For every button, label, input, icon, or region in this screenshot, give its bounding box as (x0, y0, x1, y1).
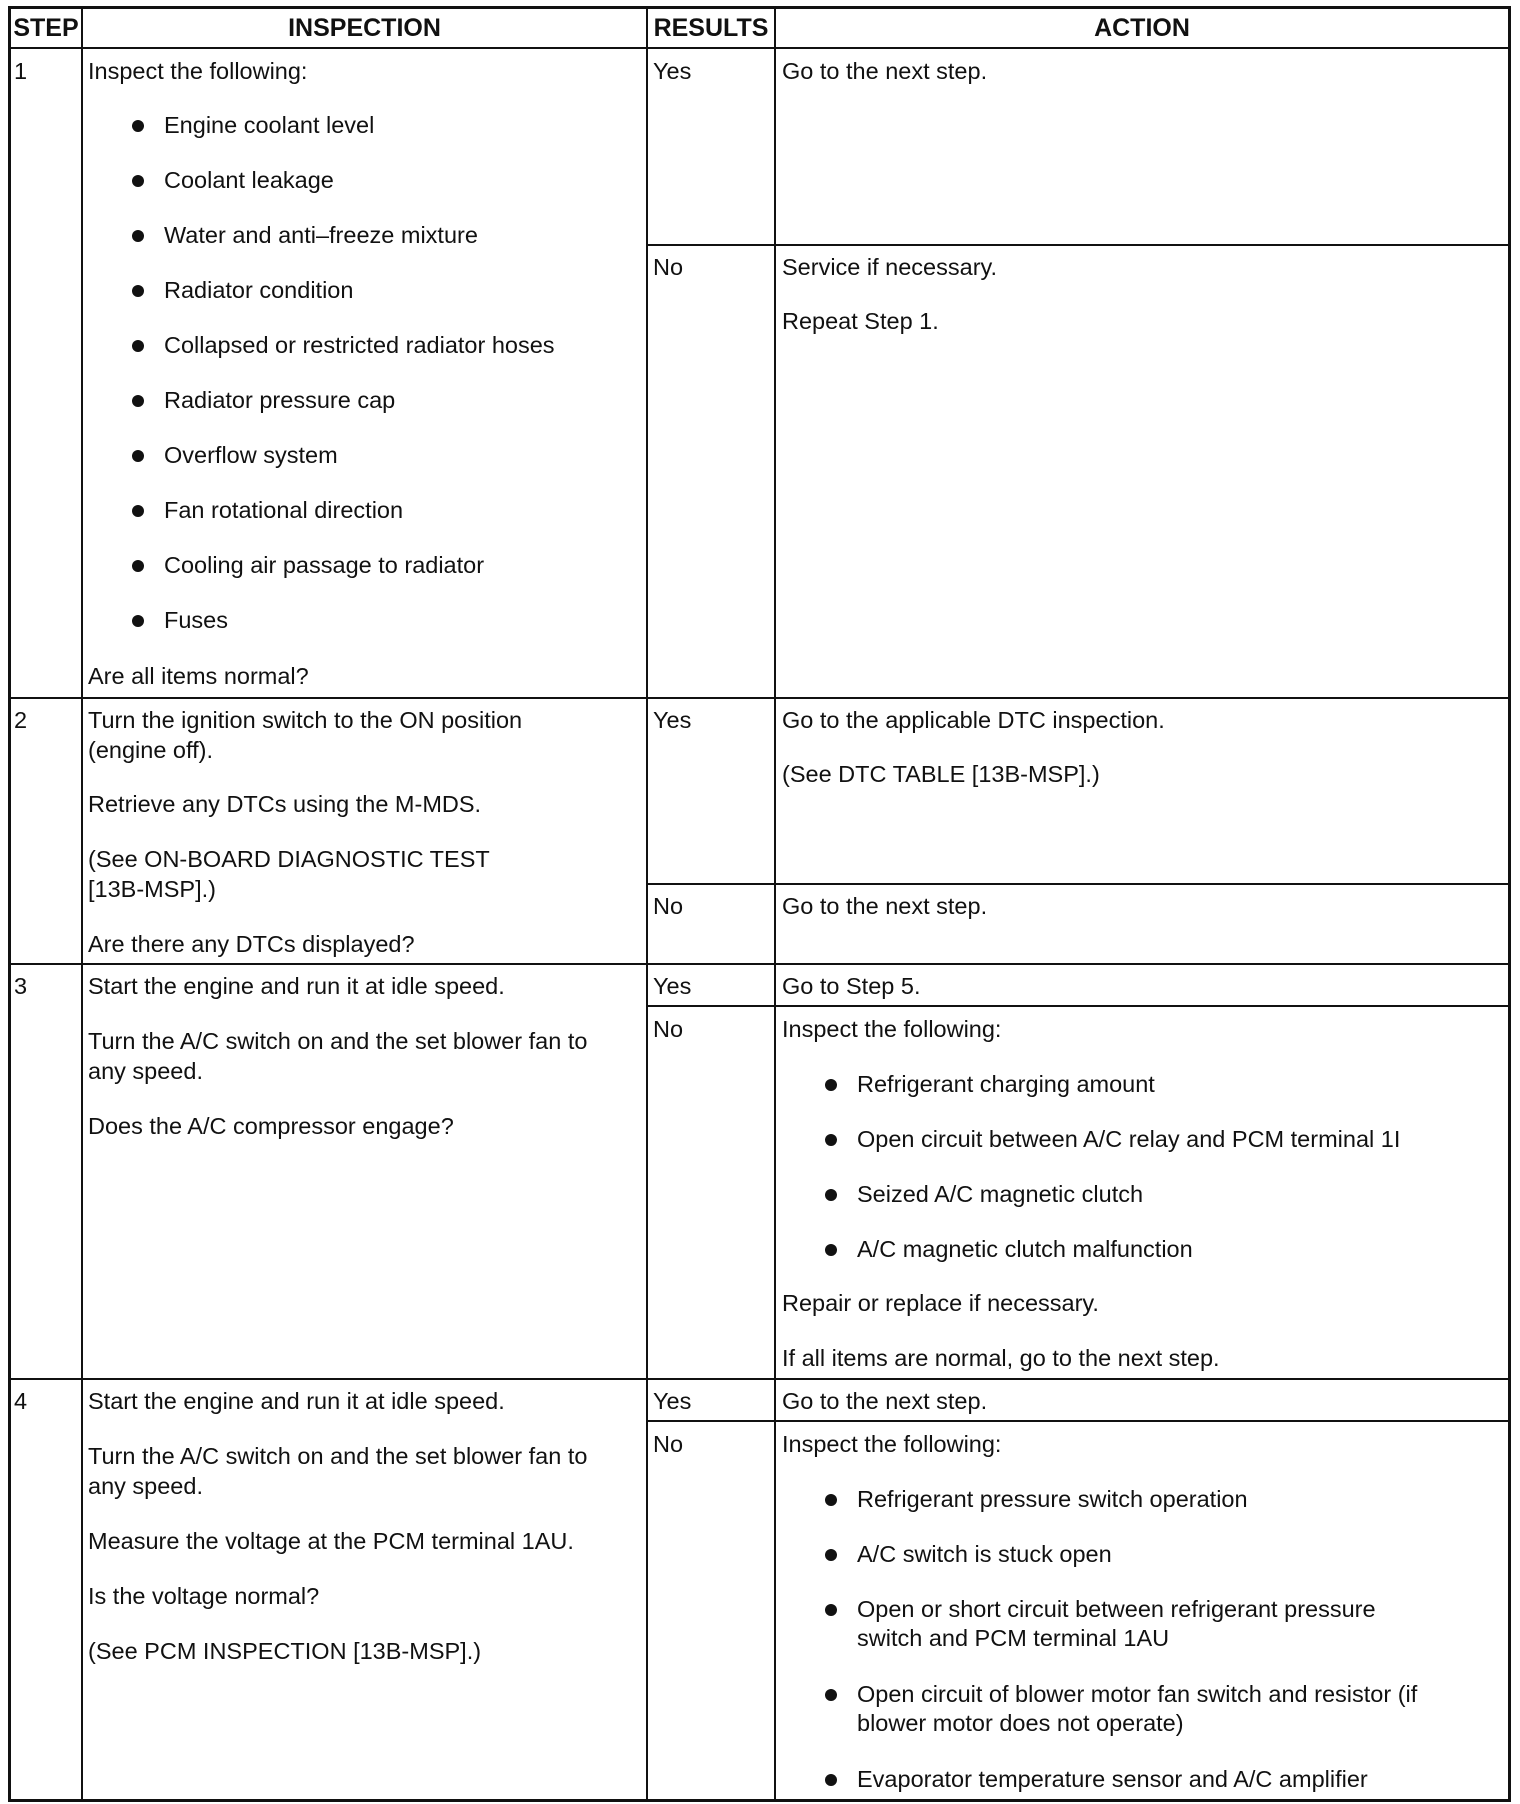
list-item: Open or short circuit between refrigerant pressure switch and PCM terminal 1AU (825, 1595, 1376, 1653)
action-text: Repair or replace if necessary. (782, 1290, 1099, 1316)
list-item: Overflow system (132, 441, 632, 496)
table-border-left (8, 6, 11, 1802)
inspection-bullet-list (132, 111, 632, 661)
row-divider (8, 697, 1511, 699)
result-no: No (653, 1431, 684, 1457)
list-item: Fan rotational direction (132, 496, 632, 551)
inspection-text: Turn the A/C switch on and the set blower fan to (88, 1443, 588, 1469)
step-number: 1 (14, 58, 28, 84)
result-yes: Yes (653, 58, 692, 84)
list-item: Open circuit of blower motor fan switch and resistor (if blower motor does not operate) (825, 1680, 1417, 1738)
list-item: Coolant leakage (132, 166, 632, 221)
column-divider (646, 6, 648, 1802)
column-divider (774, 6, 776, 1802)
action-text: If all items are normal, go to the next step. (782, 1345, 1220, 1371)
action-bullet-list (825, 1070, 1505, 1290)
header-results: RESULTS (653, 14, 769, 42)
action-text: Go to the applicable DTC inspection. (782, 707, 1165, 733)
bullet-icon (825, 1604, 837, 1616)
list-item: Collapsed or restricted radiator hoses (132, 331, 632, 386)
list-item: Refrigerant charging amount (825, 1070, 1505, 1125)
inspection-text: any speed. (88, 1473, 203, 1499)
action-text: Go to the next step. (782, 893, 988, 919)
list-item: Open circuit between A/C relay and PCM terminal 1I (825, 1125, 1505, 1180)
action-text: Inspect the following: (782, 1016, 1002, 1042)
inspection-question: Is the voltage normal? (88, 1583, 320, 1609)
bullet-icon (132, 450, 144, 462)
bullet-icon (132, 395, 144, 407)
result-yes: Yes (653, 973, 692, 999)
row-divider (8, 47, 1511, 49)
list-item: Engine coolant level (132, 111, 632, 166)
inspection-text: (See PCM INSPECTION [13B-MSP].) (88, 1638, 482, 1664)
result-yes: Yes (653, 1388, 692, 1414)
result-no: No (653, 1016, 684, 1042)
action-text: Go to the next step. (782, 58, 988, 84)
list-item: Radiator pressure cap (132, 386, 632, 441)
step-number: 2 (14, 707, 28, 733)
inspection-text: Retrieve any DTCs using the M-MDS. (88, 791, 482, 817)
action-text: Go to the next step. (782, 1388, 988, 1414)
list-item: A/C switch is stuck open (825, 1540, 1112, 1569)
result-divider (646, 1005, 1511, 1007)
bullet-icon (132, 175, 144, 187)
bullet-icon (132, 230, 144, 242)
inspection-intro: Inspect the following: (88, 58, 308, 84)
row-divider (8, 963, 1511, 965)
list-item: Water and anti–freeze mixture (132, 221, 632, 276)
step-number: 3 (14, 973, 28, 999)
list-item: Seized A/C magnetic clutch (825, 1180, 1505, 1235)
result-no: No (653, 893, 684, 919)
result-divider (646, 1420, 1511, 1422)
header-step: STEP (13, 14, 79, 42)
table-border-bottom (8, 1799, 1511, 1802)
step-number: 4 (14, 1388, 28, 1414)
table-border-top (8, 6, 1511, 9)
bullet-icon (825, 1244, 837, 1256)
inspection-text: (See ON-BOARD DIAGNOSTIC TEST (88, 846, 490, 872)
bullet-icon (132, 340, 144, 352)
action-text: Go to Step 5. (782, 973, 921, 999)
bullet-icon (132, 560, 144, 572)
inspection-text: Start the engine and run it at idle speed. (88, 973, 505, 999)
bullet-icon (132, 120, 144, 132)
header-inspection: INSPECTION (288, 14, 441, 42)
action-text: Repeat Step 1. (782, 308, 939, 334)
bullet-icon (132, 615, 144, 627)
bullet-icon (825, 1079, 837, 1091)
inspection-text: Start the engine and run it at idle speed. (88, 1388, 505, 1414)
list-item: Cooling air passage to radiator (132, 551, 632, 606)
action-text: (See DTC TABLE [13B-MSP].) (782, 761, 1100, 787)
result-yes: Yes (653, 707, 692, 733)
bullet-icon (825, 1774, 837, 1786)
bullet-icon (825, 1494, 837, 1506)
bullet-icon (825, 1189, 837, 1201)
inspection-text: [13B-MSP].) (88, 876, 216, 902)
bullet-icon (132, 505, 144, 517)
list-item: Fuses (132, 606, 632, 661)
bullet-icon (825, 1134, 837, 1146)
list-item: Radiator condition (132, 276, 632, 331)
inspection-text: any speed. (88, 1058, 203, 1084)
inspection-text: Turn the A/C switch on and the set blower fan to (88, 1028, 588, 1054)
list-item: Evaporator temperature sensor and A/C amplifier (825, 1765, 1368, 1794)
action-text: Service if necessary. (782, 254, 998, 280)
result-divider (646, 883, 1511, 885)
table-border-right (1508, 6, 1511, 1802)
inspection-text: (engine off). (88, 737, 213, 763)
result-divider (646, 244, 1511, 246)
bullet-icon (825, 1549, 837, 1561)
bullet-icon (132, 285, 144, 297)
bullet-icon (825, 1689, 837, 1701)
row-divider (8, 1378, 1511, 1380)
result-no: No (653, 254, 684, 280)
action-text: Inspect the following: (782, 1431, 1002, 1457)
inspection-question: Are all items normal? (88, 663, 309, 689)
column-divider (81, 6, 83, 1802)
inspection-question: Does the A/C compressor engage? (88, 1113, 454, 1139)
inspection-text: Measure the voltage at the PCM terminal 1AU. (88, 1528, 574, 1554)
inspection-question: Are there any DTCs displayed? (88, 931, 415, 957)
list-item: A/C magnetic clutch malfunction (825, 1235, 1505, 1290)
inspection-text: Turn the ignition switch to the ON position (88, 707, 523, 733)
header-action: ACTION (1094, 14, 1190, 42)
list-item: Refrigerant pressure switch operation (825, 1485, 1248, 1514)
